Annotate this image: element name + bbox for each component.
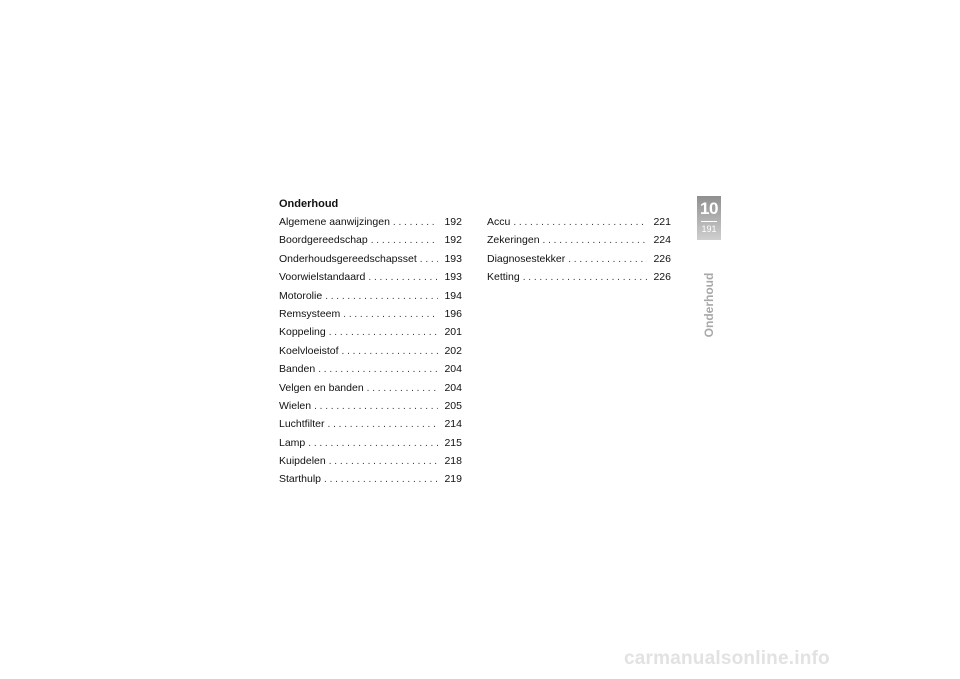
toc-list-left — [279, 213, 462, 489]
toc-entry-label: Accu — [487, 216, 511, 228]
toc-leader-dots — [325, 288, 438, 306]
toc-entry-label: Voorwielstandaard — [279, 271, 366, 284]
toc-leader-dots — [371, 232, 438, 250]
toc-entry-page: 193 — [444, 252, 462, 265]
toc-entry-label: Motorolie — [279, 289, 323, 302]
toc-entry[interactable] — [279, 434, 462, 452]
toc-entry[interactable] — [279, 287, 462, 305]
section-heading: Onderhoud — [279, 198, 339, 210]
chapter-number: 10 — [700, 199, 718, 218]
toc-entry-page: 214 — [444, 418, 462, 431]
toc-entry-page: 193 — [444, 271, 462, 284]
toc-entry[interactable] — [279, 360, 462, 378]
toc-entry-label: Algemene aanwijzingen — [279, 216, 390, 228]
toc-entry[interactable] — [279, 231, 462, 249]
toc-entry-page: 202 — [444, 344, 462, 357]
toc-leader-dots — [343, 306, 438, 324]
toc-entry-page: 204 — [444, 363, 462, 376]
toc-entry-page: 192 — [444, 216, 462, 228]
toc-entry[interactable] — [279, 470, 462, 488]
toc-entry-label: Kuipdelen — [279, 455, 326, 468]
toc-entry-page: 215 — [444, 436, 462, 449]
toc-entry-page: 219 — [444, 473, 462, 486]
toc-leader-dots — [523, 269, 647, 287]
toc-entry-label: Luchtfilter — [279, 418, 325, 431]
toc-entry-page: 226 — [653, 271, 671, 284]
toc-entry-page: 226 — [653, 252, 671, 265]
toc-entry[interactable] — [279, 342, 462, 360]
toc-entry-label: Starthulp — [279, 473, 322, 486]
toc-entry[interactable] — [279, 213, 462, 231]
toc-entry-label: Wielen — [279, 399, 312, 412]
chapter-side-title: Onderhoud — [702, 272, 716, 338]
toc-entry[interactable] — [487, 250, 671, 268]
toc-leader-dots — [328, 416, 438, 434]
toc-leader-dots — [368, 269, 438, 287]
toc-entry-page: 204 — [444, 381, 462, 394]
toc-entry[interactable] — [279, 305, 462, 323]
toc-entry[interactable] — [487, 268, 671, 286]
toc-entry[interactable] — [279, 250, 462, 268]
toc-entry-label: Zekeringen — [487, 234, 540, 247]
toc-entry-label: Boordgereedschap — [279, 234, 368, 247]
toc-entry-page: 196 — [444, 307, 462, 320]
toc-entry-label: Diagnosestekker — [487, 252, 566, 265]
toc-entry-page: 218 — [444, 455, 462, 468]
toc-entry[interactable] — [279, 323, 462, 341]
toc-entry-label: Banden — [279, 363, 316, 376]
toc-leader-dots — [568, 251, 647, 269]
toc-leader-dots — [393, 214, 438, 232]
toc-entry-page: 224 — [653, 234, 671, 247]
toc-entry[interactable] — [279, 415, 462, 433]
toc-entry[interactable] — [279, 397, 462, 415]
toc-leader-dots — [367, 380, 438, 398]
toc-entry-label: Velgen en banden — [279, 381, 364, 394]
toc-entry-label: Koelvloeistof — [279, 344, 339, 357]
toc-entry-page: 194 — [444, 289, 462, 302]
toc-entry-label: Lamp — [279, 436, 306, 449]
toc-entry-label: Koppeling — [279, 326, 326, 339]
toc-leader-dots — [324, 471, 438, 489]
toc-entry-page: 205 — [444, 399, 462, 412]
toc-entry-label: Onderhoudsgereedschapsset — [279, 252, 417, 265]
toc-leader-dots — [543, 232, 647, 250]
toc-entry-label: Remsysteem — [279, 307, 341, 320]
toc-entry-page: 221 — [653, 216, 671, 228]
toc-entry[interactable] — [487, 213, 671, 231]
watermark: carmanualsonline.info — [624, 648, 830, 669]
toc-leader-dots — [314, 398, 438, 416]
toc-leader-dots — [342, 343, 438, 361]
toc-leader-dots — [420, 251, 438, 269]
page-number: 191 — [701, 224, 717, 234]
toc-entry[interactable] — [279, 379, 462, 397]
toc-entry-page: 201 — [444, 326, 462, 339]
chapter-tab — [697, 196, 721, 240]
toc-leader-dots — [308, 435, 438, 453]
toc-leader-dots — [329, 453, 438, 471]
toc-list-right — [487, 213, 671, 287]
toc-entry-label: Ketting — [487, 271, 520, 284]
toc-entry[interactable] — [279, 452, 462, 470]
toc-entry[interactable] — [487, 231, 671, 249]
chapter-tab-divider — [701, 221, 717, 222]
toc-leader-dots — [318, 361, 438, 379]
toc-entry-page: 192 — [444, 234, 462, 247]
toc-entry[interactable] — [279, 268, 462, 286]
toc-leader-dots — [513, 214, 647, 232]
toc-leader-dots — [329, 324, 438, 342]
